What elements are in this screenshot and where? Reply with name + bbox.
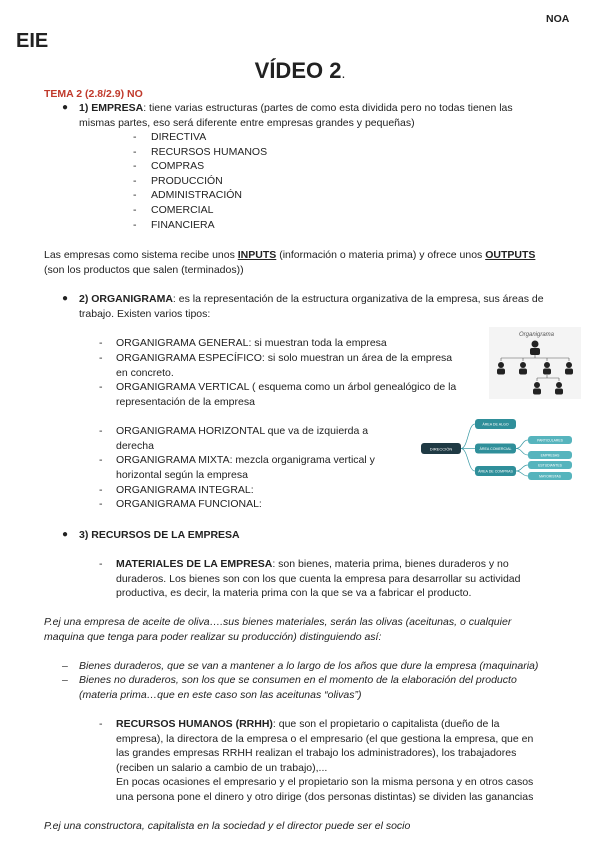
page-title-text: VÍDEO 2 <box>254 58 342 83</box>
list-item: - RECURSOS HUMANOS <box>133 145 268 158</box>
bienes-no-duraderos-b: (materia prima…que en este caso son las aceitunas “olivas”) <box>79 689 362 701</box>
inputs-term: INPUTS <box>237 249 277 261</box>
recursos-heading: 3) RECURSOS DE LA EMPRESA <box>79 529 240 541</box>
empresa-paragraph <box>79 101 513 116</box>
empresa-heading: 1) EMPRESA <box>79 102 144 114</box>
organigrama-especifico: ORGANIGRAMA ESPECÍFICO: si solo muestran un área de la empresa <box>116 352 453 364</box>
organigrama-integral: ORGANIGRAMA INTEGRAL: <box>116 484 254 496</box>
rrhh-text-f: una persona pone el dinero y otro dirige (dos personas distintas) se dividen las ganancias <box>116 791 534 803</box>
rrhh-text-e: En pocas ocasiones el empresario y el propietario son la misma persona y en otros casos <box>116 776 534 788</box>
materiales-paragraph: MATERIALES DE LA EMPRESA: son bienes, materia prima, bienes duraderos y no <box>116 558 509 570</box>
bullet-icon: ● <box>62 293 69 304</box>
bullet-icon: ● <box>62 102 69 113</box>
page-title <box>0 58 600 84</box>
organigrama-text-b: trabajo. Existen varios tipos: <box>79 308 211 320</box>
organigrama-general: ORGANIGRAMA GENERAL: si muestran toda la empresa <box>116 337 387 349</box>
bienes-duraderos: Bienes duraderos, que se van a mantener a lo largo de los años que dure la empresa (maquinaria) <box>79 660 539 672</box>
example-olive-a: P.ej una empresa de aceite de oliva….sus bienes materiales, serán las olivas (aceitunas, o cualquier <box>44 616 512 628</box>
organigrama-mixta-b: horizontal según la empresa <box>116 469 248 481</box>
list-item: - COMPRAS <box>133 160 205 173</box>
materiales-term: MATERIALES DE LA EMPRESA <box>116 558 273 570</box>
list-item: - COMERCIAL <box>133 203 214 216</box>
io-paragraph-2: (son los productos que salen (terminados)) <box>44 264 244 276</box>
organigrama-funcional: ORGANIGRAMA FUNCIONAL: <box>116 498 262 510</box>
example-olive-b: maquina que tenga para poder realizar su producción) distinguiendo así: <box>44 631 382 643</box>
organigrama-mixta: ORGANIGRAMA MIXTA: mezcla organigrama vertical y <box>116 454 375 466</box>
vertical-organigram-image <box>489 327 581 399</box>
materiales-text-c: productiva, es decir, la materia prima con la que se va a fabricar el producto. <box>116 587 472 599</box>
horizontal-leaf-label: ESTUDIANTES <box>538 463 562 468</box>
rrhh-paragraph: RECURSOS HUMANOS (RRHH): que son el propietario o capitalista (dueño de la <box>116 718 500 730</box>
bullet-icon: ● <box>62 529 69 540</box>
bienes-no-duraderos: Bienes no duraderos, son los que se consumen en el momento de la elaboración del producto <box>79 674 517 686</box>
horizontal-leaf-label: MAYORISTAS <box>539 474 561 479</box>
io-paragraph: Las empresas como sistema recibe unos INPUTS (información o materia prima) y ofrece unos OUTPUTS <box>44 249 536 261</box>
organigrama-heading: 2) ORGANIGRAMA <box>79 293 173 305</box>
horizontal-root-label: DIRECCIÓN <box>429 446 453 452</box>
horizontal-node-label: ÁREA DE COMPRAS <box>478 469 513 474</box>
list-item: - FINANCIERA <box>133 218 215 231</box>
organigrama-paragraph: 2) ORGANIGRAMA: es la representación de la estructura organizativa de la empresa, sus áreas de <box>79 293 544 305</box>
horizontal-node-label: ÁREA COMERCIAL <box>479 447 512 451</box>
empresa-text-b: mismas partes, eso será diferente entre empresas grandes y pequeñas) <box>79 117 415 129</box>
horizontal-organigram-image <box>418 418 574 480</box>
corner-label: NOA <box>546 13 570 25</box>
rrhh-text-c: las grandes empresas RRHH realizan el trabajo los administradores), los trabajadores <box>116 747 517 759</box>
empresa-text-a: : tiene varias estructuras (partes de como esta dividida pero no todas tienen las <box>143 102 513 114</box>
horizontal-leaf-label: EMPRESAS <box>540 453 560 458</box>
organigrama-horizontal-b: derecha <box>116 440 154 452</box>
page-title-dot: . <box>341 65 346 81</box>
example-constructora: P.ej una constructora, capitalista en la sociedad y el director puede ser el socio <box>44 820 411 832</box>
empresa-areas-list <box>133 130 267 232</box>
subject-label: EIE <box>16 30 49 52</box>
topic-heading: TEMA 2 (2.8/2.9) NO <box>44 88 143 100</box>
materiales-text-b: duraderos. Los bienes son con los que cuenta la empresa para desarrollar su actividad <box>116 573 521 585</box>
outputs-term: OUTPUTS <box>485 249 536 261</box>
list-item: - ADMINISTRACIÓN <box>133 189 243 202</box>
list-item: - DIRECTIVA <box>133 131 207 143</box>
organigrama-vertical-b: representación de la empresa <box>116 396 255 408</box>
rrhh-text-b: empresa), la directora de la empresa o el empresario (el que gestiona la empresa, que en <box>116 733 534 745</box>
organigrama-horizontal: ORGANIGRAMA HORIZONTAL que va de izquierda a <box>116 425 369 437</box>
horizontal-node-label: ÁREA DE ALGO <box>482 422 509 427</box>
horizontal-leaf-label: PARTICULARES <box>537 438 563 443</box>
organigrama-vertical: ORGANIGRAMA VERTICAL ( esquema como un árbol genealógico de la <box>116 381 457 393</box>
vertical-organigram-title: Organigrama <box>519 332 555 338</box>
organigrama-especifico-b: en concreto. <box>116 367 174 379</box>
rrhh-term: RECURSOS HUMANOS (RRHH) <box>116 718 273 730</box>
rrhh-text-d: (reciben un salario a cambio de un trabajo),... <box>116 762 328 774</box>
list-item: - PRODUCCIÓN <box>133 174 223 187</box>
